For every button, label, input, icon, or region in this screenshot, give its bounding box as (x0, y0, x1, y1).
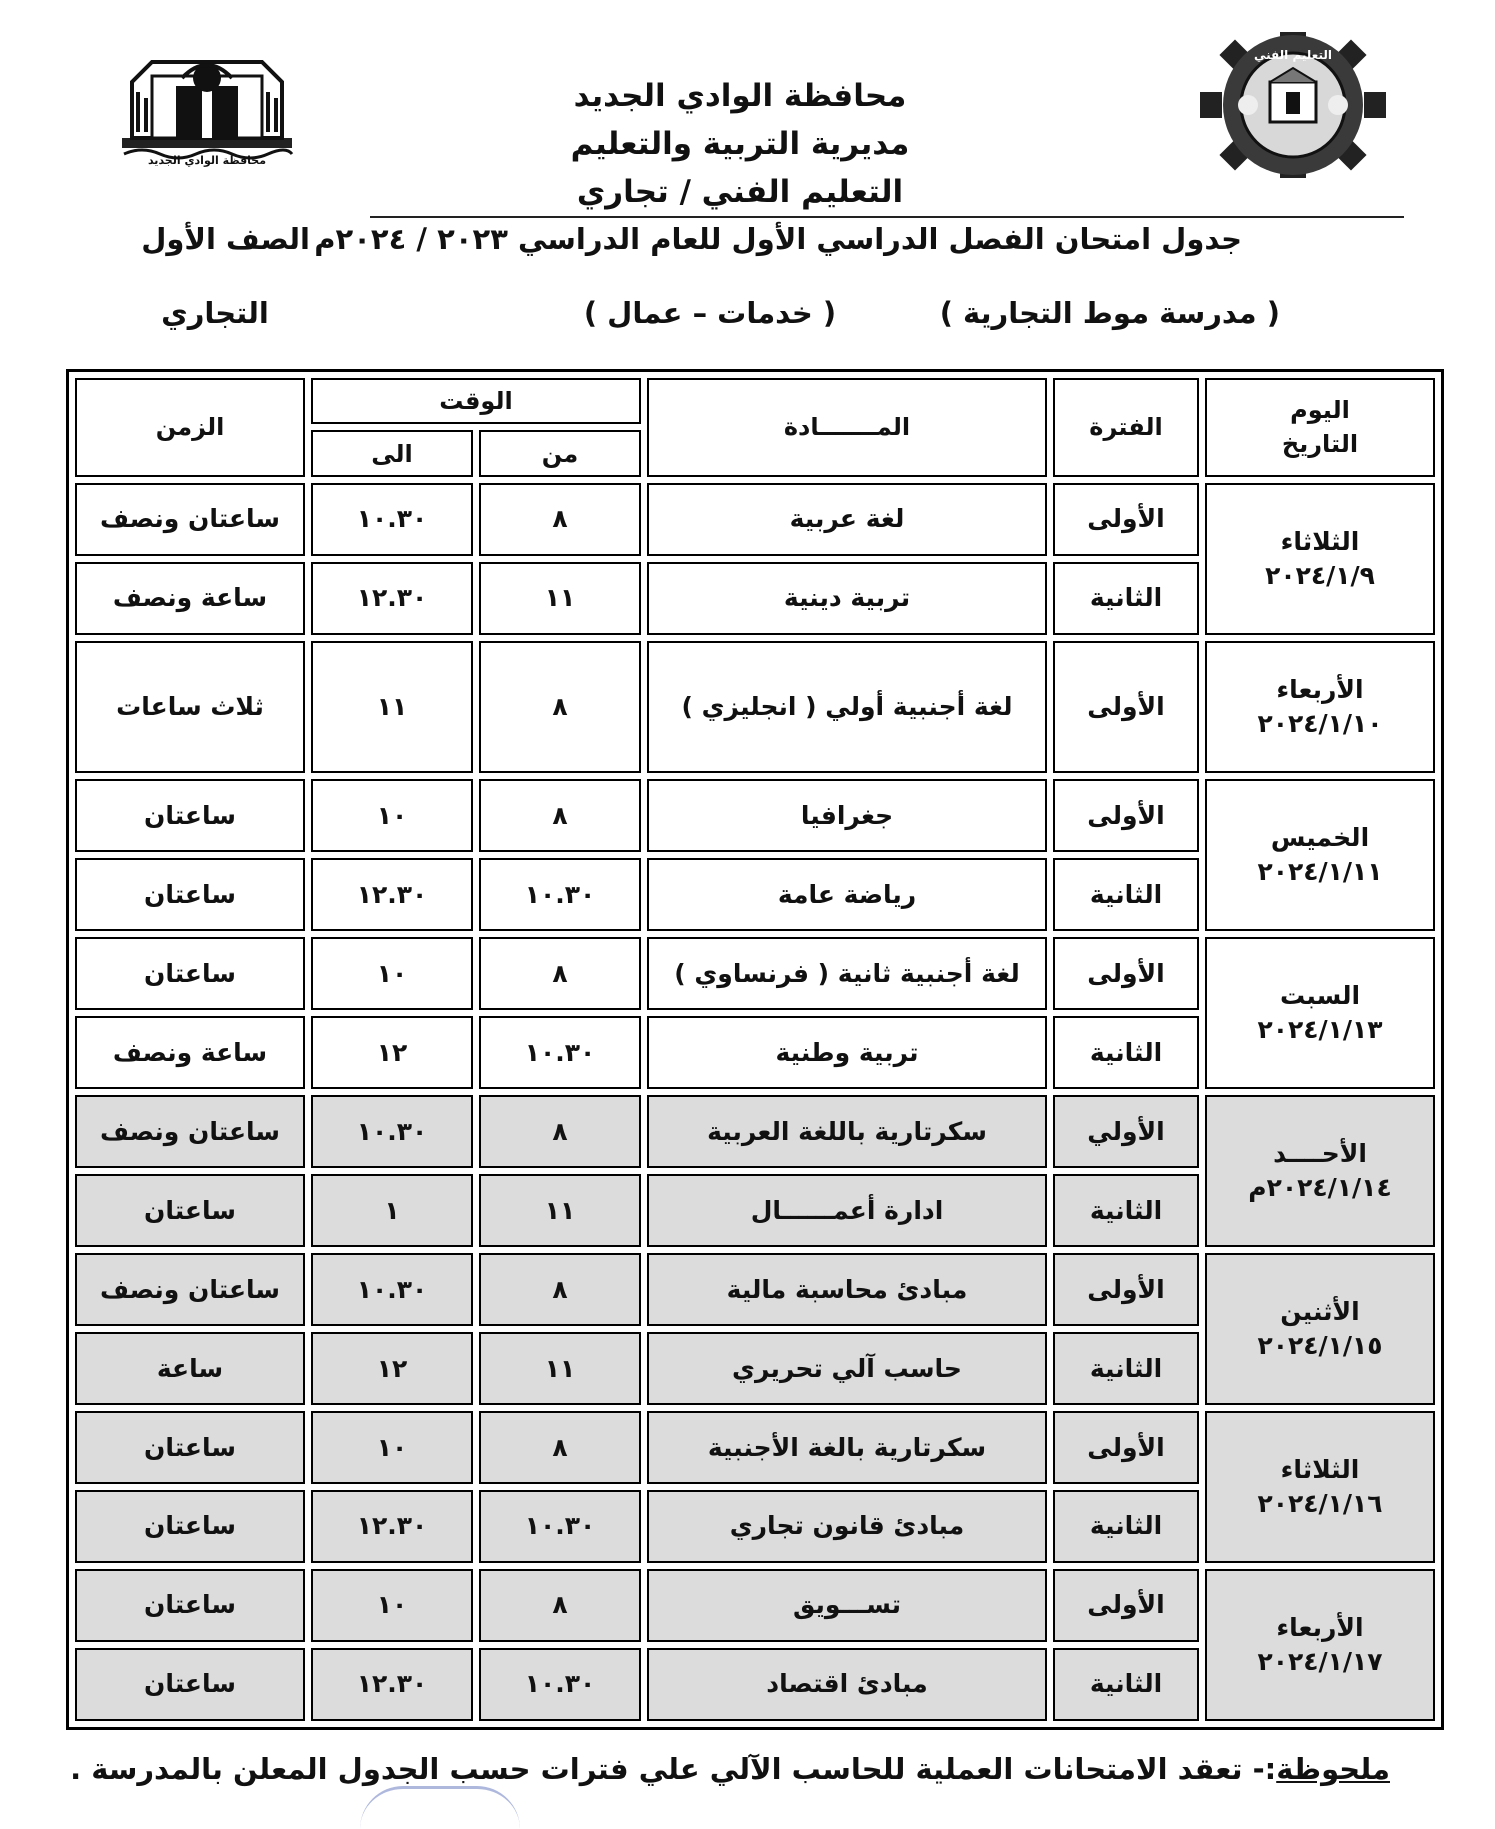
to-cell: ١٠.٣٠ (311, 1095, 473, 1168)
duration-header: الزمن (75, 378, 305, 477)
period-cell: الأولى (1053, 1411, 1199, 1484)
governorate-name: محافظة الوادي الجديد (573, 78, 907, 114)
date-header: التاريخ (1281, 430, 1359, 459)
right-logo-caption: التعليم الفني (1254, 48, 1332, 62)
period-cell: الأولى (1053, 483, 1199, 556)
time-header: الوقت (311, 378, 641, 424)
table-row (75, 1569, 1435, 1642)
from-cell: ١١ (479, 562, 641, 635)
left-logo-caption: محافظة الوادي الجديد (147, 154, 267, 167)
duration-cell: ساعة ونصف (75, 1016, 305, 1089)
subject-cell: تربية دينية (647, 562, 1047, 635)
to-cell: ١٢.٣٠ (311, 562, 473, 635)
period-cell: الثانية (1053, 1490, 1199, 1563)
subject-cell: رياضة عامة (647, 858, 1047, 931)
table-row (75, 1253, 1435, 1326)
period-cell: الأولى (1053, 937, 1199, 1010)
subject-cell: مبادئ محاسبة مالية (647, 1253, 1047, 1326)
day-date-cell (1205, 1253, 1435, 1405)
duration-cell: ساعتان (75, 1174, 305, 1247)
period-cell: الثانية (1053, 1648, 1199, 1721)
subject-cell: مبادئ قانون تجاري (647, 1490, 1047, 1563)
period-cell: الأولى (1053, 1569, 1199, 1642)
duration-cell: ساعتان (75, 1648, 305, 1721)
to-cell: ١٠.٣٠ (311, 483, 473, 556)
period-cell: الأولي (1053, 1095, 1199, 1168)
day-name: الأثنين (1280, 1297, 1360, 1327)
table-row (75, 779, 1435, 852)
duration-cell: ساعتان ونصف (75, 1095, 305, 1168)
duration-cell: ساعتان ونصف (75, 1253, 305, 1326)
branch-label: التجاري (161, 296, 269, 330)
from-cell: ١٠.٣٠ (479, 1016, 641, 1089)
exam-date: ٢٠٢٤/١/١٦ (1257, 1488, 1383, 1518)
duration-cell: ساعتان ونصف (75, 483, 305, 556)
subject-cell: لغة عربية (647, 483, 1047, 556)
subject-cell: ادارة أعمــــــال (647, 1174, 1047, 1247)
exam-date: ٢٠٢٤/١/١٤م (1248, 1173, 1392, 1203)
subject-cell: حاسب آلي تحريري (647, 1332, 1047, 1405)
table-row (75, 1411, 1435, 1484)
exam-date: ٢٠٢٤/١/١٧ (1257, 1646, 1383, 1676)
duration-cell: ساعة ونصف (75, 562, 305, 635)
to-cell: ١٢.٣٠ (311, 858, 473, 931)
day-name: الثلاثاء (1280, 526, 1360, 556)
from-cell: ١٠.٣٠ (479, 1648, 641, 1721)
subject-cell: سكرتارية باللغة العربية (647, 1095, 1047, 1168)
exam-date: ٢٠٢٤/١/١٠ (1257, 709, 1383, 739)
day-date-cell (1205, 1569, 1435, 1721)
duration-cell: ساعتان (75, 937, 305, 1010)
to-cell: ١٢.٣٠ (311, 1648, 473, 1721)
period-cell: الثانية (1053, 562, 1199, 635)
duration-cell: ساعتان (75, 779, 305, 852)
period-cell: الأولى (1053, 641, 1199, 774)
from-cell: ٨ (479, 1095, 641, 1168)
period-header: الفترة (1053, 378, 1199, 477)
from-header: من (479, 430, 641, 476)
day-name: الثلاثاء (1280, 1454, 1360, 1484)
duration-cell: ساعتان (75, 1411, 305, 1484)
day-name: الخميس (1270, 823, 1370, 853)
track-label: ( خدمات – عمال ) (583, 296, 837, 330)
to-cell: ١٠.٣٠ (311, 1253, 473, 1326)
governorate-emblem-logo (112, 42, 302, 172)
day-name: الأربعاء (1276, 1612, 1364, 1642)
to-cell: ١٠ (311, 937, 473, 1010)
day-name: الأربعاء (1276, 675, 1364, 705)
period-cell: الأولى (1053, 1253, 1199, 1326)
from-cell: ٨ (479, 641, 641, 774)
subject-cell: لغة أجنبية أولي ( انجليزي ) (647, 641, 1047, 774)
subject-cell: تربية وطنية (647, 1016, 1047, 1089)
from-cell: ١٠.٣٠ (479, 858, 641, 931)
exam-date: ٢٠٢٤/١/١١ (1257, 857, 1383, 887)
from-cell: ١١ (479, 1174, 641, 1247)
from-cell: ١٠.٣٠ (479, 1490, 641, 1563)
exam-schedule-table (66, 369, 1444, 1730)
school-name: ( مدرسة موط التجارية ) (939, 296, 1280, 330)
subject-cell: تســـويق (647, 1569, 1047, 1642)
day-date-cell (1205, 1095, 1435, 1247)
from-cell: ٨ (479, 483, 641, 556)
technical-education-gear-logo (1188, 30, 1398, 180)
subject-header: المـــــــادة (647, 378, 1047, 477)
table-row (75, 483, 1435, 556)
day-date-header (1205, 378, 1435, 477)
subject-cell: جغرافيا (647, 779, 1047, 852)
header-divider (370, 216, 1404, 218)
from-cell: ٨ (479, 1569, 641, 1642)
table-row (75, 641, 1435, 774)
footer-note (70, 1752, 1390, 1786)
period-cell: الثانية (1053, 858, 1199, 931)
from-cell: ٨ (479, 937, 641, 1010)
stamp-mark (360, 1786, 520, 1829)
table-row (75, 937, 1435, 1010)
day-header: اليوم (1290, 396, 1350, 425)
to-header: الى (311, 430, 473, 476)
schedule-title: جدول امتحان الفصل الدراسي الأول للعام الدراسي ٢٠٢٣ / ٢٠٢٤م (314, 222, 1242, 256)
duration-cell: ثلاث ساعات (75, 641, 305, 774)
grade-label: الصف الأول (141, 222, 310, 256)
exam-date: ٢٠٢٤/١/١٣ (1257, 1015, 1383, 1045)
note-label: ملحوظة (1276, 1752, 1390, 1786)
header-row (75, 378, 1435, 424)
period-cell: الثانية (1053, 1332, 1199, 1405)
duration-cell: ساعتان (75, 1569, 305, 1642)
to-cell: ١٠ (311, 1569, 473, 1642)
exam-date: ٢٠٢٤/١/١٥ (1257, 1331, 1383, 1361)
to-cell: ١٠ (311, 779, 473, 852)
subject-cell: لغة أجنبية ثانية ( فرنساوي ) (647, 937, 1047, 1010)
day-date-cell (1205, 779, 1435, 931)
to-cell: ١١ (311, 641, 473, 774)
to-cell: ١٢ (311, 1016, 473, 1089)
period-cell: الأولى (1053, 779, 1199, 852)
note-text: :- تعقد الامتحانات العملية للحاسب الآلي علي فترات حسب الجدول المعلن بالمدرسة . (70, 1752, 1277, 1786)
exam-date: ٢٠٢٤/١/٩ (1265, 560, 1375, 590)
from-cell: ١١ (479, 1332, 641, 1405)
to-cell: ١٢ (311, 1332, 473, 1405)
day-date-cell (1205, 641, 1435, 774)
to-cell: ١ (311, 1174, 473, 1247)
day-name: الأحــــد (1273, 1139, 1367, 1169)
day-date-cell (1205, 1411, 1435, 1563)
department-name: التعليم الفني / تجاري (576, 174, 904, 210)
day-date-cell (1205, 937, 1435, 1089)
directorate-name: مديرية التربية والتعليم (570, 126, 910, 162)
period-cell: الثانية (1053, 1016, 1199, 1089)
day-name: السبت (1279, 981, 1361, 1011)
subject-cell: سكرتارية بالغة الأجنبية (647, 1411, 1047, 1484)
from-cell: ٨ (479, 779, 641, 852)
from-cell: ٨ (479, 1253, 641, 1326)
duration-cell: ساعتان (75, 858, 305, 931)
table-row (75, 1095, 1435, 1168)
day-date-cell (1205, 483, 1435, 635)
to-cell: ١٢.٣٠ (311, 1490, 473, 1563)
duration-cell: ساعتان (75, 1490, 305, 1563)
period-cell: الثانية (1053, 1174, 1199, 1247)
subject-cell: مبادئ اقتصاد (647, 1648, 1047, 1721)
from-cell: ٨ (479, 1411, 641, 1484)
to-cell: ١٠ (311, 1411, 473, 1484)
duration-cell: ساعة (75, 1332, 305, 1405)
